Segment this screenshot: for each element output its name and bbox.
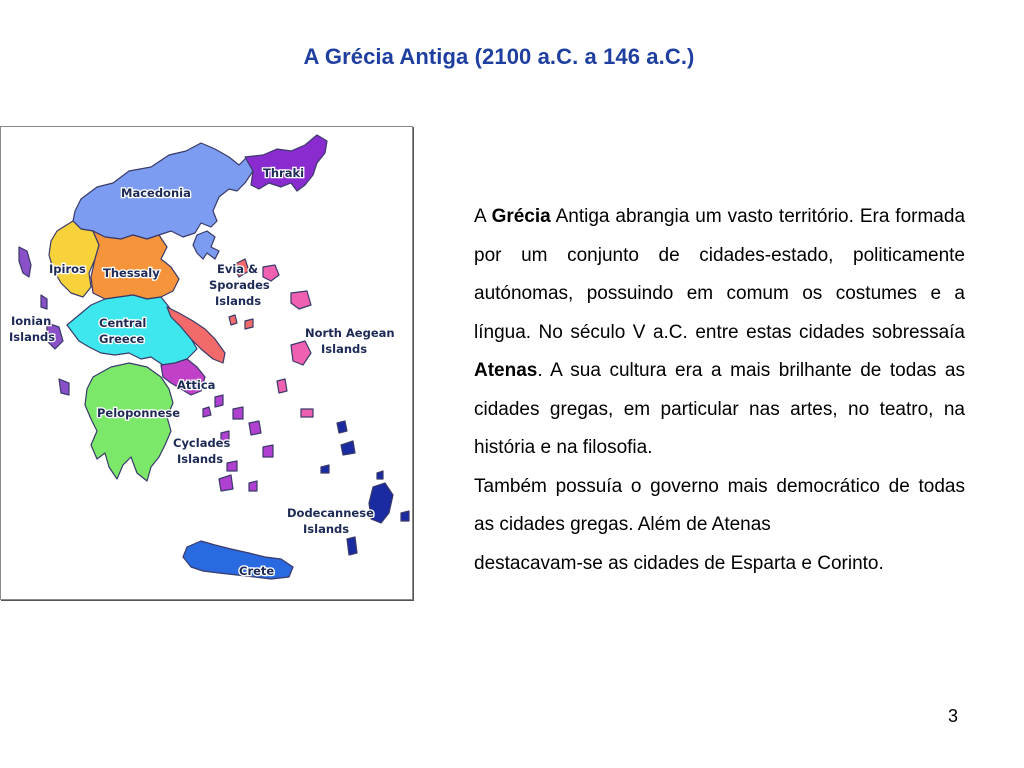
label-central-greece-line1: Central	[99, 316, 147, 330]
region-peloponnese	[85, 363, 173, 481]
greece-map	[0, 126, 413, 600]
label-crete: Crete	[239, 564, 275, 578]
label-dodecannese-line2: Islands	[303, 522, 350, 536]
paragraph-2	[474, 468, 965, 584]
dodecannese-island-small-3	[377, 471, 383, 479]
cyclades-island-2	[233, 407, 243, 419]
paragraph-2-line-1: Também possuía o governo mais democrático de todas as cidades gregas. Além de Atenas	[474, 475, 965, 535]
region-chalkidiki	[193, 231, 219, 259]
cyclades-island-7	[219, 475, 233, 491]
dodecannese-island-small-2	[401, 511, 409, 521]
region-thraki	[245, 135, 327, 191]
region-thessaly	[91, 231, 179, 299]
paragraph-1-part-1: A	[474, 206, 492, 227]
dodecannese-island-karpathos	[347, 537, 357, 555]
label-dodecannese-line1: Dodecannese	[287, 506, 374, 520]
label-evia-line1: Evia &	[217, 262, 259, 276]
bold-atenas: Atenas	[474, 360, 538, 381]
sporades-island-1	[229, 315, 237, 325]
sporades-island-2	[245, 319, 253, 329]
bold-grecia: Grécia	[491, 206, 551, 227]
north-aegean-island-chios	[277, 379, 287, 393]
paragraph-1	[474, 198, 965, 468]
slide-title: A Grécia Antiga (2100 a.C. a 146 a.C.)	[303, 44, 695, 69]
cyclades-island-5	[227, 461, 237, 471]
label-central-greece-line2: Greece	[99, 332, 145, 346]
label-attica: Attica	[177, 378, 216, 392]
region-crete	[183, 541, 293, 579]
cyclades-island-6	[263, 445, 273, 457]
north-aegean-island-lemnos	[291, 291, 311, 309]
label-north-aegean-line2: Islands	[321, 342, 368, 356]
label-evia-line2: Sporades	[209, 278, 270, 292]
region-central-greece	[67, 295, 197, 365]
north-aegean-island-samos	[301, 409, 313, 417]
label-cyclades-line1: Cyclades	[173, 436, 231, 450]
page-number: 3	[948, 706, 959, 726]
paragraph-1-part-2: Antiga abrangia um vasto território. Era formada por um conjunto de cidades-estado, politicamente autónomas, possuindo em comum os costumes e a língua. No século V a.C. entre estas cidades sobressaía	[474, 206, 966, 343]
label-ionian-line1: Ionian	[11, 314, 52, 328]
dodecannese-island-kos	[341, 441, 355, 455]
north-aegean-island-lesvos	[291, 341, 311, 365]
paragraph-1-part-3: . A sua cultura era a mais brilhante de todas as cidades gregas, em particular nas artes, no teatro, na história e na filosofia.	[474, 360, 965, 458]
label-ipiros: Ipiros	[49, 262, 86, 276]
label-macedonia: Macedonia	[121, 186, 191, 200]
ionian-island-lefkada	[41, 295, 47, 309]
cyclades-island-8	[249, 481, 257, 491]
cyclades-island-9	[203, 407, 211, 417]
greece-map-svg	[1, 127, 413, 600]
label-thessaly: Thessaly	[103, 266, 160, 280]
label-thraki: Thraki	[263, 166, 305, 180]
dodecannese-island-kalymnos	[337, 421, 347, 433]
label-ionian-line2: Islands	[9, 330, 56, 344]
label-evia-line3: Islands	[215, 294, 262, 308]
label-cyclades-line2: Islands	[177, 452, 224, 466]
dodecannese-island-small-1	[321, 465, 329, 473]
label-peloponnese: Peloponnese	[97, 406, 181, 420]
description-text	[474, 198, 965, 583]
label-north-aegean-line1: North Aegean	[305, 326, 395, 340]
cyclades-island-3	[249, 421, 261, 435]
cyclades-island-1	[215, 395, 223, 407]
ionian-island-corfu	[19, 247, 31, 277]
ionian-island-zakynthos	[59, 379, 69, 395]
paragraph-2-line-2: destacavam-se as cidades de Esparta e Corinto.	[474, 552, 884, 574]
